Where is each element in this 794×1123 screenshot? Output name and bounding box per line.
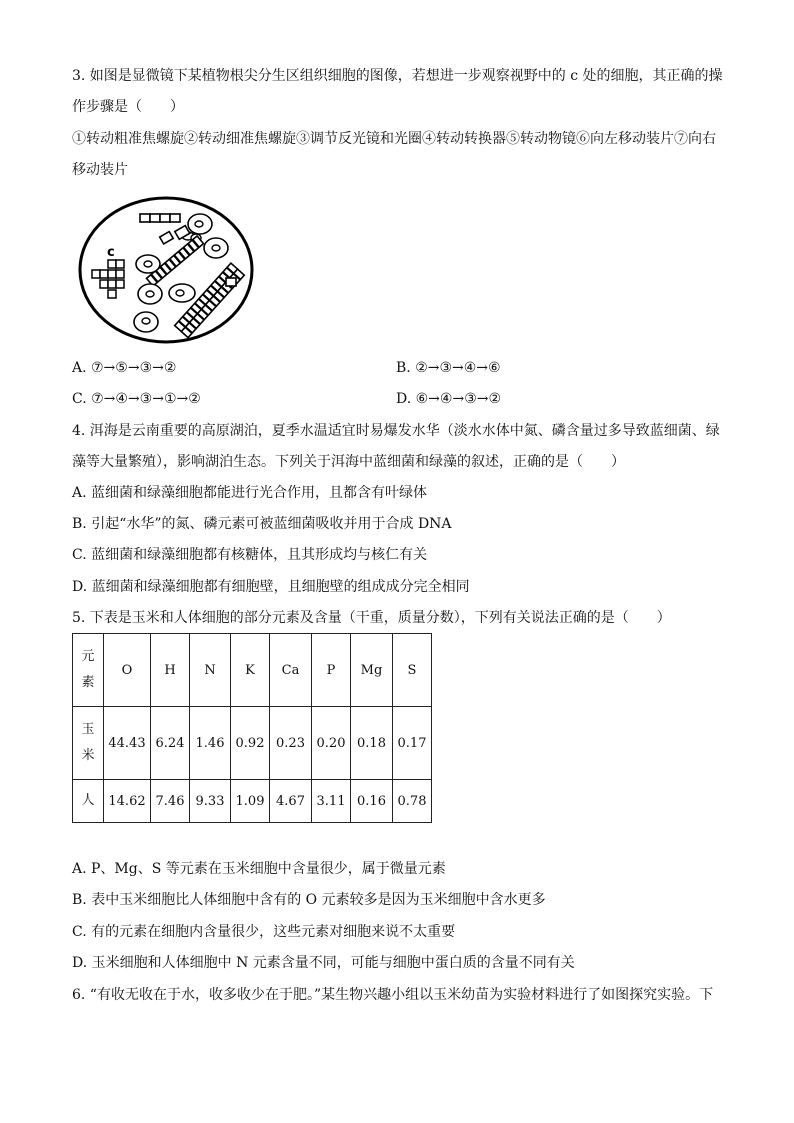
- q3-option-d: D. ⑥→④→③→②: [396, 391, 502, 407]
- q5-option-b: B. 表中玉米细胞比人体细胞中含有的 O 元素较多是因为玉米细胞中含水更多: [72, 892, 546, 908]
- header-label-cell: [73, 634, 104, 707]
- element-n: N: [190, 634, 231, 707]
- figure-label-c: c: [107, 245, 115, 260]
- table-cell: 0.78: [393, 780, 432, 823]
- element-s: S: [393, 634, 432, 707]
- q5-stem: 5. 下表是玉米和人体细胞的部分元素及含量（干重，质量分数），下列有关说法正确的是（ ）: [72, 610, 671, 626]
- q4-option-d: D. 蓝细菌和绿藻细胞都有细胞壁，且细胞壁的组成成分完全相同: [72, 579, 470, 595]
- table-cell: 0.16: [351, 780, 393, 823]
- header-label: 元素: [81, 649, 95, 690]
- q4-option-c: C. 蓝细菌和绿藻细胞都有核糖体，且其形成均与核仁有关: [72, 547, 428, 563]
- q5-option-d: D. 玉米细胞和人体细胞中 N 元素含量不同，可能与细胞中蛋白质的含量不同有关: [72, 955, 575, 971]
- q5-option-a: A. P、Mg、S 等元素在玉米细胞中含量很少，属于微量元素: [72, 861, 446, 877]
- element-ca: Ca: [270, 634, 312, 707]
- q3-stem-line1: 3. 如图是显微镜下某植物根尖分生区组织细胞的图像，若想进一步观察视野中的 c 处的细胞，其正确的操: [72, 68, 723, 84]
- element-content-table: [72, 633, 432, 823]
- table-cell: 0.17: [393, 707, 432, 780]
- table-cell: 14.62: [104, 780, 151, 823]
- element-mg: Mg: [351, 634, 393, 707]
- table-cell: 0.92: [231, 707, 270, 780]
- microscope-field-figure: [78, 194, 254, 344]
- element-o: O: [104, 634, 151, 707]
- q5-option-c: C. 有的元素在细胞内含量很少，这些元素对细胞来说不太重要: [72, 924, 456, 940]
- table-cell: 0.23: [270, 707, 312, 780]
- q3-option-b: B. ②→③→④→⑥: [396, 360, 501, 376]
- row-label-corn: 玉米: [73, 707, 104, 780]
- table-cell: 7.46: [151, 780, 190, 823]
- table-header-row: [73, 634, 432, 707]
- q3-stem-line2: 作步骤是（ ）: [72, 99, 184, 115]
- table-cell: 1.09: [231, 780, 270, 823]
- table-row: [73, 780, 432, 823]
- q3-option-c: C. ⑦→④→③→①→②: [72, 391, 201, 407]
- q6-stem-line1: 6. “有收无收在于水，收多收少在于肥。”某生物兴趣小组以玉米幼苗为实验材料进行了如图探究实验。下: [72, 987, 714, 1003]
- row-label-human: 人: [73, 780, 104, 823]
- q4-option-b: B. 引起“水华”的氮、磷元素可被蓝细菌吸收并用于合成 DNA: [72, 516, 452, 532]
- q4-stem-line2: 藻等大量繁殖），影响湖泊生态。下列关于洱海中蓝细菌和绿藻的叙述，正确的是（ ）: [72, 454, 625, 470]
- table-cell: 9.33: [190, 780, 231, 823]
- element-h: H: [151, 634, 190, 707]
- element-p: P: [312, 634, 351, 707]
- element-k: K: [231, 634, 270, 707]
- q3-steps-line1: ①转动粗准焦螺旋②转动细准焦螺旋③调节反光镜和光圈④转动转换器⑤转动物镜⑥向左移动装片⑦向右: [72, 131, 716, 147]
- q3-steps-line2: 移动装片: [72, 162, 128, 178]
- table-cell: 0.18: [351, 707, 393, 780]
- table-cell: 6.24: [151, 707, 190, 780]
- table-cell: 0.20: [312, 707, 351, 780]
- q4-stem-line1: 4. 洱海是云南重要的高原湖泊，夏季水温适宜时易爆发水华（淡水水体中氮、磷含量过多导致蓝细菌、绿: [72, 423, 720, 439]
- table-cell: 3.11: [312, 780, 351, 823]
- table-cell: 4.67: [270, 780, 312, 823]
- table-cell: 1.46: [190, 707, 231, 780]
- q4-option-a: A. 蓝细菌和绿藻细胞都能进行光合作用，且都含有叶绿体: [72, 485, 428, 501]
- table-row: [73, 707, 432, 780]
- q3-option-a: A. ⑦→⑤→③→②: [72, 360, 177, 376]
- table-cell: 44.43: [104, 707, 151, 780]
